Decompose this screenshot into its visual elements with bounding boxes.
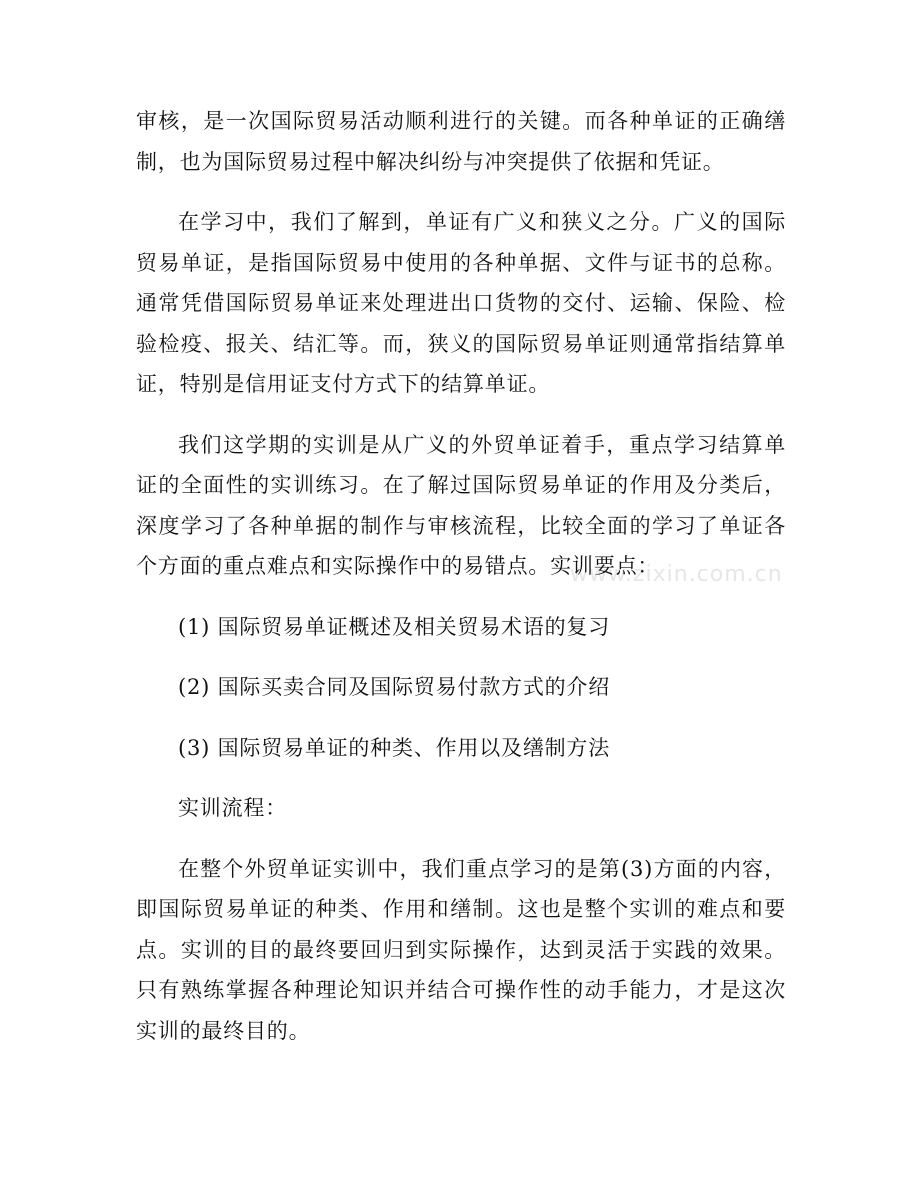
section-label: 实训流程： <box>178 796 287 820</box>
paragraph-closing: 在整个外贸单证实训中，我们重点学习的是第(3)方面的内容，即国际贸易单证的种类、作用和缮制。这也是整个实训的难点和要点。实训的目的最终要回归到实际操作，达到灵活于实践的效果。只有熟练掌握各种理论知识并结合可操作性的动手能力，才是这次实训的最终目的。 <box>136 856 786 1043</box>
paragraph-2: 在学习中，我们了解到，单证有广义和狭义之分。广义的国际贸易单证，是指国际贸易中使用的各种单据、文件与证书的总称。通常凭借国际贸易单证来处理进出口货物的交付、运输、保险、检验检疫、报关、结汇等。而，狭义的国际贸易单证则通常指结算单证，特别是信用证支付方式下的结算单证。 <box>136 210 786 396</box>
list-item-1: (1) 国际贸易单证概述及相关贸易术语的复习 <box>178 614 611 639</box>
paragraph-1: 审核，是一次国际贸易活动顺利进行的关键。而各种单证的正确缮制，也为国际贸易过程中解决纠纷与冲突提供了依据和凭证。 <box>136 109 786 174</box>
paragraph-3: 我们这学期的实训是从广义的外贸单证着手，重点学习结算单证的全面性的实训练习。在了解过国际贸易单证的作用及分类后，深度学习了各种单据的制作与审核流程，比较全面的学习了单证各个方面的重点难点和实际操作中的易错点。实训要点： <box>136 432 786 578</box>
document-body <box>136 101 786 1051</box>
list-item-2: (2) 国际买卖合同及国际贸易付款方式的介绍 <box>178 675 611 699</box>
watermark: www.zixin.com.cn <box>570 562 783 587</box>
list-item-3: (3) 国际贸易单证的种类、作用以及缮制方法 <box>178 735 611 760</box>
